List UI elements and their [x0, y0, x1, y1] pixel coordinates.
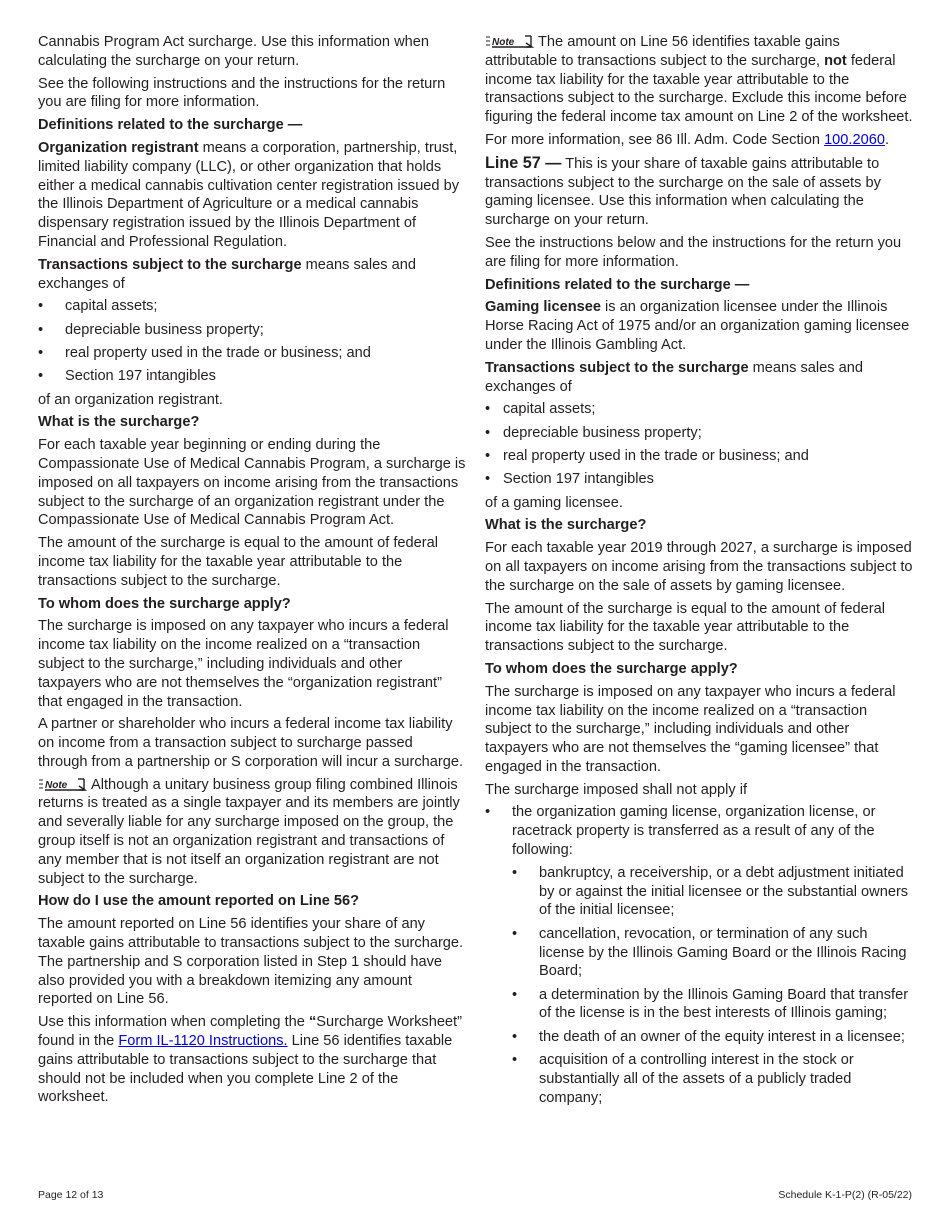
- note-label: Note: [45, 779, 68, 791]
- sub-bullet-list: [512, 864, 915, 1108]
- note-label: Note: [492, 37, 515, 48]
- definition-text: means a corporation, partnership, trust, limited liability company (LLC), or other organization that holds either a medical cannabis cultivation center registration issued by the Illinois Department of Agriculture or a medical cannabis dispensary registration issued by the Illinois Department of Financial and Professional Regulation.: [38, 139, 460, 250]
- list-item: • Section 197 intangibles: [38, 367, 466, 386]
- list-item: • capital assets;: [38, 297, 466, 316]
- text-run: Surcharge Worksheet” found in the: [38, 1014, 462, 1050]
- definition-gaming-licensee: [485, 298, 915, 354]
- list-item: • real property used in the trade or business; and: [485, 447, 915, 466]
- note-text: Although a unitary business group filing combined Illinois returns is treated as a single taxpayer and its members are jointly and severally liable for any surcharge imposed on the group, the group itself is not an organization registrant and transactions of any member that is not itself an organization registrant are not subject to the surcharge.: [38, 776, 460, 887]
- term: Transactions subject to the surcharge: [38, 256, 302, 273]
- list-item: • bankruptcy, a receivership, or a debt adjustment initiated by or against the initial licensee or the substantial owners of the initial licensee;: [512, 864, 915, 920]
- list-item: • cancellation, revocation, or termination of any such license by the Illinois Gaming Board or the Illinois Racing Board;: [512, 925, 915, 981]
- section-heading: To whom does the surcharge apply?: [485, 660, 738, 677]
- section-heading: What is the surcharge?: [38, 414, 200, 431]
- definition-text: means sales and exchanges of: [38, 256, 416, 292]
- paragraph: The amount of the surcharge is equal to the amount of federal income tax liability for the taxable year attributable to the transactions subject to the surcharge.: [485, 600, 885, 655]
- list-item: • depreciable business property;: [38, 321, 466, 340]
- list-item-text: the organization gaming license, organization license, or racetrack property is transferred as a result of any of the following:: [512, 804, 876, 859]
- text-run: “: [308, 1014, 317, 1031]
- form-identifier: Schedule K-1-P(2) (R-05/22): [778, 1189, 912, 1201]
- paragraph: of a gaming licensee.: [485, 494, 623, 511]
- paragraph: The surcharge is imposed on any taxpayer who incurs a federal income tax liability on the income realized on a “transaction subject to the surcharge,” including individuals and other taxpayers who are not themselves the “organization registrant” that engaged in the transaction.: [38, 618, 449, 710]
- section-heading: What is the surcharge?: [485, 517, 647, 534]
- bullet-list: [485, 400, 915, 489]
- list-item: • real property used in the trade or business; and: [38, 344, 466, 363]
- paragraph-with-link: [38, 1013, 466, 1107]
- definition-organization-registrant: [38, 139, 466, 252]
- text-run: .: [884, 131, 889, 148]
- text-run: Line 56 identifies taxable gains attributable to transactions subject to the surcharge that should not be included when you complete Line 2 of the worksheet.: [38, 1033, 453, 1106]
- list-item: • Section 197 intangibles: [485, 470, 915, 489]
- paragraph: For each taxable year 2019 through 2027, a surcharge is imposed on all taxpayers on income arising from the transactions subject to the surcharge on the sale of assets by gaming licensee.: [485, 540, 913, 594]
- bullet-list: [38, 297, 466, 386]
- note-text: The amount on Line 56 identifies taxable gains attributable to transactions subject to the surcharge,: [485, 34, 840, 69]
- right-column: [485, 33, 915, 1112]
- text-run: Use this information when completing the: [38, 1014, 309, 1031]
- note-paragraph: [485, 33, 915, 127]
- paragraph: The amount reported on Line 56 identifies your share of any taxable gains attributable to transactions subject to the surcharge. The partnership and S corporation listed in Step 1 should have also provided you with a breakdown itemizing any amount reported on Line 56.: [38, 916, 464, 1008]
- paragraph: Cannabis Program Act surcharge. Use this information when calculating the surcharge on your return.: [38, 34, 429, 69]
- paragraph: The surcharge imposed shall not apply if: [485, 781, 748, 798]
- left-column: [38, 33, 466, 1111]
- page-number: Page 12 of 13: [38, 1189, 104, 1201]
- emphasis: not: [824, 52, 847, 69]
- section-heading: How do I use the amount reported on Line 56?: [38, 893, 360, 910]
- list-item: • a determination by the Illinois Gaming Board that transfer of the license is in the best interests of Illinois gaming;: [512, 986, 915, 1024]
- definition-transactions: [485, 359, 915, 397]
- list-item: • capital assets;: [485, 400, 915, 419]
- section-heading: To whom does the surcharge apply?: [38, 595, 291, 612]
- note-arrow-icon: [485, 35, 535, 48]
- paragraph: of an organization registrant.: [38, 391, 223, 408]
- paragraph: See the following instructions and the instructions for the return you are filing for more information.: [38, 75, 446, 111]
- text-run: For more information, see 86 Ill. Adm. Code Section: [485, 131, 825, 148]
- list-item: • depreciable business property;: [485, 424, 915, 443]
- line-57-text: This is your share of taxable gains attributable to transactions subject to the surcharge on the sale of assets by gaming licensee. Use this information when calculating the surcharge on your return.: [485, 155, 881, 229]
- form-il-1120-instructions-link[interactable]: Form IL-1120 Instructions.: [118, 1033, 288, 1050]
- note-paragraph: [38, 776, 466, 889]
- bullet-list: [485, 803, 915, 1107]
- section-heading: Definitions related to the surcharge —: [38, 117, 303, 134]
- section-100-2060-link[interactable]: 100.2060: [824, 131, 885, 148]
- section-heading: Definitions related to the surcharge —: [485, 276, 750, 293]
- line-57-paragraph: [485, 154, 915, 230]
- paragraph: See the instructions below and the instructions for the return you are filing for more information.: [485, 234, 902, 270]
- paragraph: The amount of the surcharge is equal to the amount of federal income tax liability for the taxable year attributable to the transactions subject to the surcharge.: [38, 535, 438, 589]
- term: Gaming licensee: [485, 299, 601, 316]
- list-item: • acquisition of a controlling interest in the stock or substantially all of the assets of a publicly traded company;: [512, 1051, 915, 1107]
- definition-text: means sales and exchanges of: [485, 359, 863, 395]
- term: Organization registrant: [38, 139, 199, 156]
- list-item: [485, 803, 915, 1107]
- term: Transactions subject to the surcharge: [485, 359, 749, 376]
- paragraph: A partner or shareholder who incurs a federal income tax liability on income from a transaction subject to surcharge passed through from a partnership or S corporation will incur a surcharge.: [38, 716, 464, 770]
- definition-transactions: [38, 256, 466, 294]
- paragraph: For each taxable year beginning or ending during the Compassionate Use of Medical Cannabis Program, a surcharge is imposed on all taxpayers on income arising from the transactions subject to the surcharge of an organization registrant under the Compassionate Use of Medical Cannabis Program Act.: [38, 437, 466, 529]
- paragraph-with-link: [485, 131, 915, 150]
- definition-text: is an organization licensee under the Illinois Horse Racing Act of 1975 and/or an organization gaming licensee under the Illinois Gambling Act.: [485, 299, 910, 353]
- note-arrow-icon: [38, 778, 88, 791]
- line-57-heading: Line 57 —: [485, 153, 562, 172]
- paragraph: The surcharge is imposed on any taxpayer who incurs a federal income tax liability on the income realized on a “transaction subject to the surcharge,” including individuals and other taxpayers who are not themselves the “gaming licensee” that engaged in the transaction.: [485, 683, 896, 775]
- list-item: • the death of an owner of the equity interest in a licensee;: [512, 1028, 915, 1047]
- note-text: federal income tax liability for the taxable year attributable to the transactions subject to the surcharge. Exclude this income before figuring the federal income tax amount on Line 2 of the worksheet.: [485, 52, 913, 126]
